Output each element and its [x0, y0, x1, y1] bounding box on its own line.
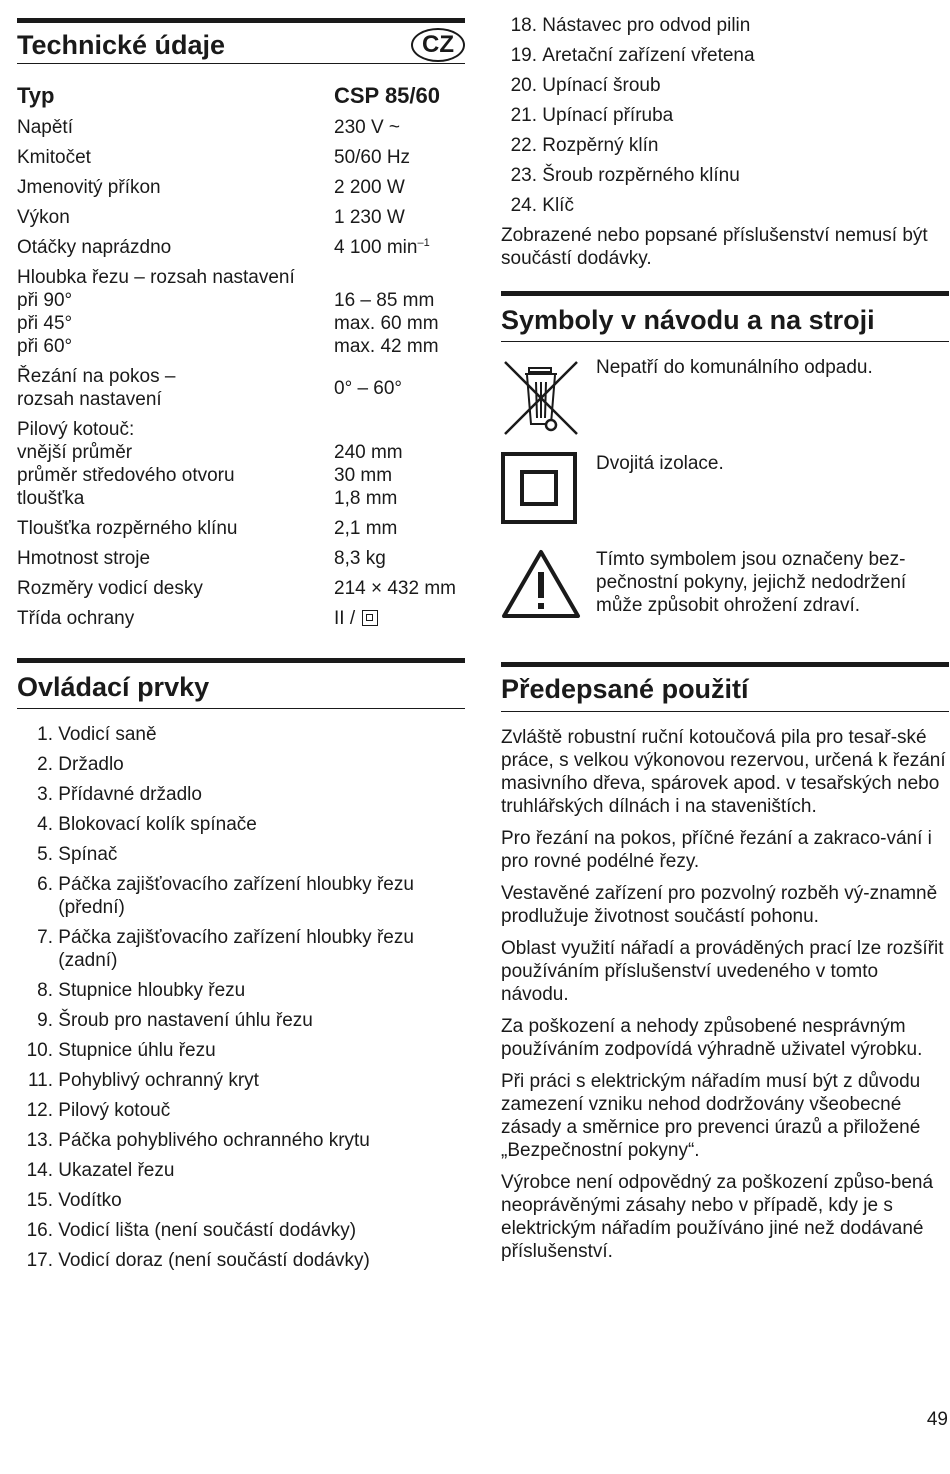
double-insulation-icon	[501, 452, 581, 548]
list-item	[17, 753, 465, 776]
protection-class: II /	[334, 608, 356, 629]
spec-miter-line2: rozsah nastavení	[17, 389, 162, 410]
spec-key: při 60°	[17, 336, 73, 357]
warning-triangle-icon	[501, 548, 581, 648]
left-column	[17, 18, 465, 1279]
spec-row	[17, 517, 465, 540]
spec-value: 240 mm	[334, 442, 403, 463]
spec-key: Otáčky naprázdno	[17, 237, 172, 258]
item-text: Stupnice hloubky řezu	[58, 980, 246, 1001]
tech-section-header	[17, 18, 465, 64]
list-item	[17, 873, 465, 919]
item-text: Blokovací kolík spínače	[58, 814, 257, 835]
spec-key: průměr středového otvoru	[17, 465, 235, 486]
item-text: Páčka zajišťovacího zařízení hloubky řezu (přední)	[58, 874, 414, 918]
spec-row	[17, 547, 465, 570]
item-number: 5.	[37, 844, 53, 865]
spec-key: Tloušťka rozpěrného klínu	[17, 518, 238, 539]
item-number: 22.	[510, 135, 537, 156]
spec-row	[17, 577, 465, 600]
item-number: 9.	[37, 1010, 53, 1031]
list-item	[501, 44, 949, 67]
crossed-bin-icon	[501, 356, 581, 452]
item-number: 12.	[26, 1100, 53, 1121]
tech-section-title: Technické údaje	[17, 30, 226, 60]
item-number: 7.	[37, 927, 53, 948]
usage-paragraph: Oblast využití nářadí a prováděných prací lze rozšířit používáním příslušenství uvedeného v tomto návodu.	[501, 938, 944, 1005]
page-number: 49	[926, 1409, 948, 1430]
list-item	[17, 1039, 465, 1062]
item-text: Aretační zařízení vřetena	[542, 45, 755, 66]
item-number: 20.	[510, 75, 537, 96]
usage-paragraph: Při práci s elektrickým nářadím musí být z důvodu zamezení vzniku nehod dodržovány všeobecné zásady a směrnice pro prevenci úrazů a přiložené „Bezpečnostní pokyny“.	[501, 1071, 921, 1161]
spec-type-label: Typ	[17, 83, 55, 108]
spec-miter-row	[17, 365, 465, 411]
list-item	[501, 14, 949, 37]
item-text: Vodicí saně	[58, 724, 157, 745]
controls-section-header	[17, 658, 465, 709]
spec-value: 0° – 60°	[334, 377, 403, 399]
spec-depth-group	[17, 266, 465, 358]
spec-value: 16 – 85 mm	[334, 290, 435, 311]
spec-row	[17, 116, 465, 139]
item-text: Upínací šroub	[542, 75, 661, 96]
spec-depth-label: Hloubka řezu – rozsah nastavení	[17, 267, 295, 288]
spec-value: max. 42 mm	[334, 336, 439, 357]
item-text: Držadlo	[58, 754, 124, 775]
item-number: 11.	[27, 1070, 53, 1091]
item-text: Pilový kotouč	[58, 1100, 171, 1121]
item-number: 21.	[510, 105, 537, 126]
spec-row	[17, 146, 465, 169]
symbol-row	[501, 452, 949, 548]
spec-value: 8,3 kg	[334, 548, 386, 569]
spec-key: vnější průměr	[17, 442, 133, 463]
list-item	[17, 783, 465, 806]
spec-row	[17, 176, 465, 199]
symbol-row	[501, 548, 949, 648]
item-number: 23.	[510, 165, 537, 186]
spec-blade-label: Pilový kotouč:	[17, 419, 135, 440]
symbol-text: Tímto symbolem jsou označeny bez-pečnostní pokyny, jejichž nedodržení může způsobit ohrožení zdraví.	[596, 549, 907, 616]
spec-value: 230 V ~	[334, 117, 401, 138]
spec-value: 214 × 432 mm	[334, 578, 456, 599]
spec-value: 1 230 W	[334, 207, 405, 228]
list-item	[17, 1129, 465, 1152]
usage-paragraph: Zvláště robustní ruční kotoučová pila pro tesař-ské práce, s velkou výkonovou rezervou, určená k řezání masivního dřeva, spárovek apod. v tesařských nebo truhlářských dílnách i na staveništích.	[501, 727, 946, 817]
spec-value	[334, 236, 465, 259]
item-number: 10.	[26, 1040, 53, 1061]
symbol-row	[501, 356, 949, 452]
controls-list	[17, 723, 465, 1272]
list-item	[17, 723, 465, 746]
spec-key: Třída ochrany	[17, 608, 135, 629]
usage-paragraph: Vestavěné zařízení pro pozvolný rozběh vý-znamně prodlužuje životnost součástí pohonu.	[501, 883, 938, 927]
list-item	[17, 1099, 465, 1122]
item-number: 4.	[37, 814, 53, 835]
usage-paragraph: Pro řezání na pokos, příčné řezání a zakraco-vání i pro rovné podélné řezy.	[501, 828, 932, 872]
spec-value: 2,1 mm	[334, 518, 398, 539]
item-text: Páčka zajišťovacího zařízení hloubky řezu (zadní)	[58, 927, 414, 971]
list-item	[17, 1159, 465, 1182]
item-text: Spínač	[58, 844, 118, 865]
item-number: 16.	[26, 1220, 53, 1241]
list-item	[501, 194, 949, 217]
list-item	[501, 74, 949, 97]
controls-section-title: Ovládací prvky	[17, 672, 210, 702]
item-number: 6.	[37, 874, 53, 895]
speed-exponent: –1	[417, 237, 430, 249]
usage-section-title: Předepsané použití	[501, 674, 749, 704]
language-badge: CZ	[411, 28, 465, 62]
symbols-section-title: Symboly v návodu a na stroji	[501, 305, 875, 335]
spec-key: při 45°	[17, 313, 73, 334]
list-item	[17, 1009, 465, 1032]
list-item	[501, 104, 949, 127]
spec-row	[17, 206, 465, 229]
list-item	[17, 1189, 465, 1212]
spec-key: Jmenovitý příkon	[17, 177, 161, 198]
spec-key: tloušťka	[17, 488, 85, 509]
item-text: Vodicí lišta (není součástí dodávky)	[58, 1220, 357, 1241]
spec-blade-group	[17, 418, 465, 510]
spec-type-value: CSP 85/60	[334, 83, 441, 108]
symbol-text: Nepatří do komunálního odpadu.	[596, 357, 873, 378]
speed-value: 4 100 min	[334, 237, 418, 258]
spec-row	[17, 607, 465, 630]
item-number: 19.	[510, 45, 537, 66]
spec-key	[17, 365, 334, 411]
item-number: 1.	[37, 724, 53, 745]
item-text: Ukazatel řezu	[58, 1160, 175, 1181]
item-text: Šroub pro nastavení úhlu řezu	[58, 1010, 313, 1031]
usage-paragraph: Výrobce není odpovědný za poškození způso-bená neoprávěnými zásahy nebo v případě, kdy je s elektrickým nářadím používáno jiné než dodávané příslušenství.	[501, 1172, 934, 1262]
spec-value	[334, 607, 465, 630]
list-item	[17, 1219, 465, 1242]
spec-key: Rozměry vodicí desky	[17, 578, 203, 599]
item-number: 14.	[26, 1160, 53, 1181]
spec-value: max. 60 mm	[334, 313, 439, 334]
spec-key: Výkon	[17, 207, 70, 228]
list-item	[17, 1249, 465, 1272]
item-text: Stupnice úhlu řezu	[58, 1040, 216, 1061]
usage-paragraph: Za poškození a nehody způsobené nesprávným používáním zodpovídá výhradně uživatel výrobku.	[501, 1016, 923, 1060]
list-item	[17, 979, 465, 1002]
symbol-text: Dvojitá izolace.	[596, 453, 724, 474]
spec-value: 1,8 mm	[334, 488, 398, 509]
spec-row	[17, 236, 465, 259]
item-number: 3.	[37, 784, 53, 805]
spec-key: při 90°	[17, 290, 73, 311]
list-item	[17, 1069, 465, 1092]
list-item	[501, 134, 949, 157]
item-text: Pohyblivý ochranný kryt	[58, 1070, 259, 1091]
item-text: Šroub rozpěrného klínu	[542, 165, 740, 186]
controls-list-continued	[501, 14, 949, 217]
spec-key: Hmotnost stroje	[17, 548, 151, 569]
spec-value: 30 mm	[334, 465, 393, 486]
double-insulation-small-icon	[362, 610, 378, 626]
item-number: 15.	[26, 1190, 53, 1211]
item-text: Upínací příruba	[542, 105, 674, 126]
item-number: 2.	[37, 754, 53, 775]
list-item	[17, 813, 465, 836]
item-text: Přídavné držadlo	[58, 784, 202, 805]
item-number: 8.	[37, 980, 53, 1001]
item-text: Vodicí doraz (není součástí dodávky)	[58, 1250, 370, 1271]
list-item	[17, 843, 465, 866]
item-text: Nástavec pro odvod pilin	[542, 15, 751, 36]
item-number: 17.	[26, 1250, 53, 1271]
item-text: Klíč	[542, 195, 574, 216]
spec-type-row	[17, 82, 465, 109]
usage-section-header	[501, 662, 949, 712]
item-number: 18.	[510, 15, 537, 36]
spec-value: 50/60 Hz	[334, 147, 411, 168]
accessory-note: Zobrazené nebo popsané příslušenství nemusí být součástí dodávky.	[501, 225, 928, 269]
item-text: Rozpěrný klín	[542, 135, 659, 156]
spec-key: Napětí	[17, 117, 73, 138]
list-item	[501, 164, 949, 187]
item-number: 24.	[510, 195, 537, 216]
right-column	[501, 14, 949, 1272]
spec-key: Kmitočet	[17, 147, 91, 168]
spec-value: 2 200 W	[334, 177, 405, 198]
item-number: 13.	[26, 1130, 53, 1151]
item-text: Vodítko	[58, 1190, 122, 1211]
spec-miter-line1: Řezání na pokos –	[17, 366, 176, 387]
item-text: Páčka pohyblivého ochranného krytu	[58, 1130, 370, 1151]
list-item	[17, 926, 465, 972]
symbols-section-header	[501, 291, 949, 342]
